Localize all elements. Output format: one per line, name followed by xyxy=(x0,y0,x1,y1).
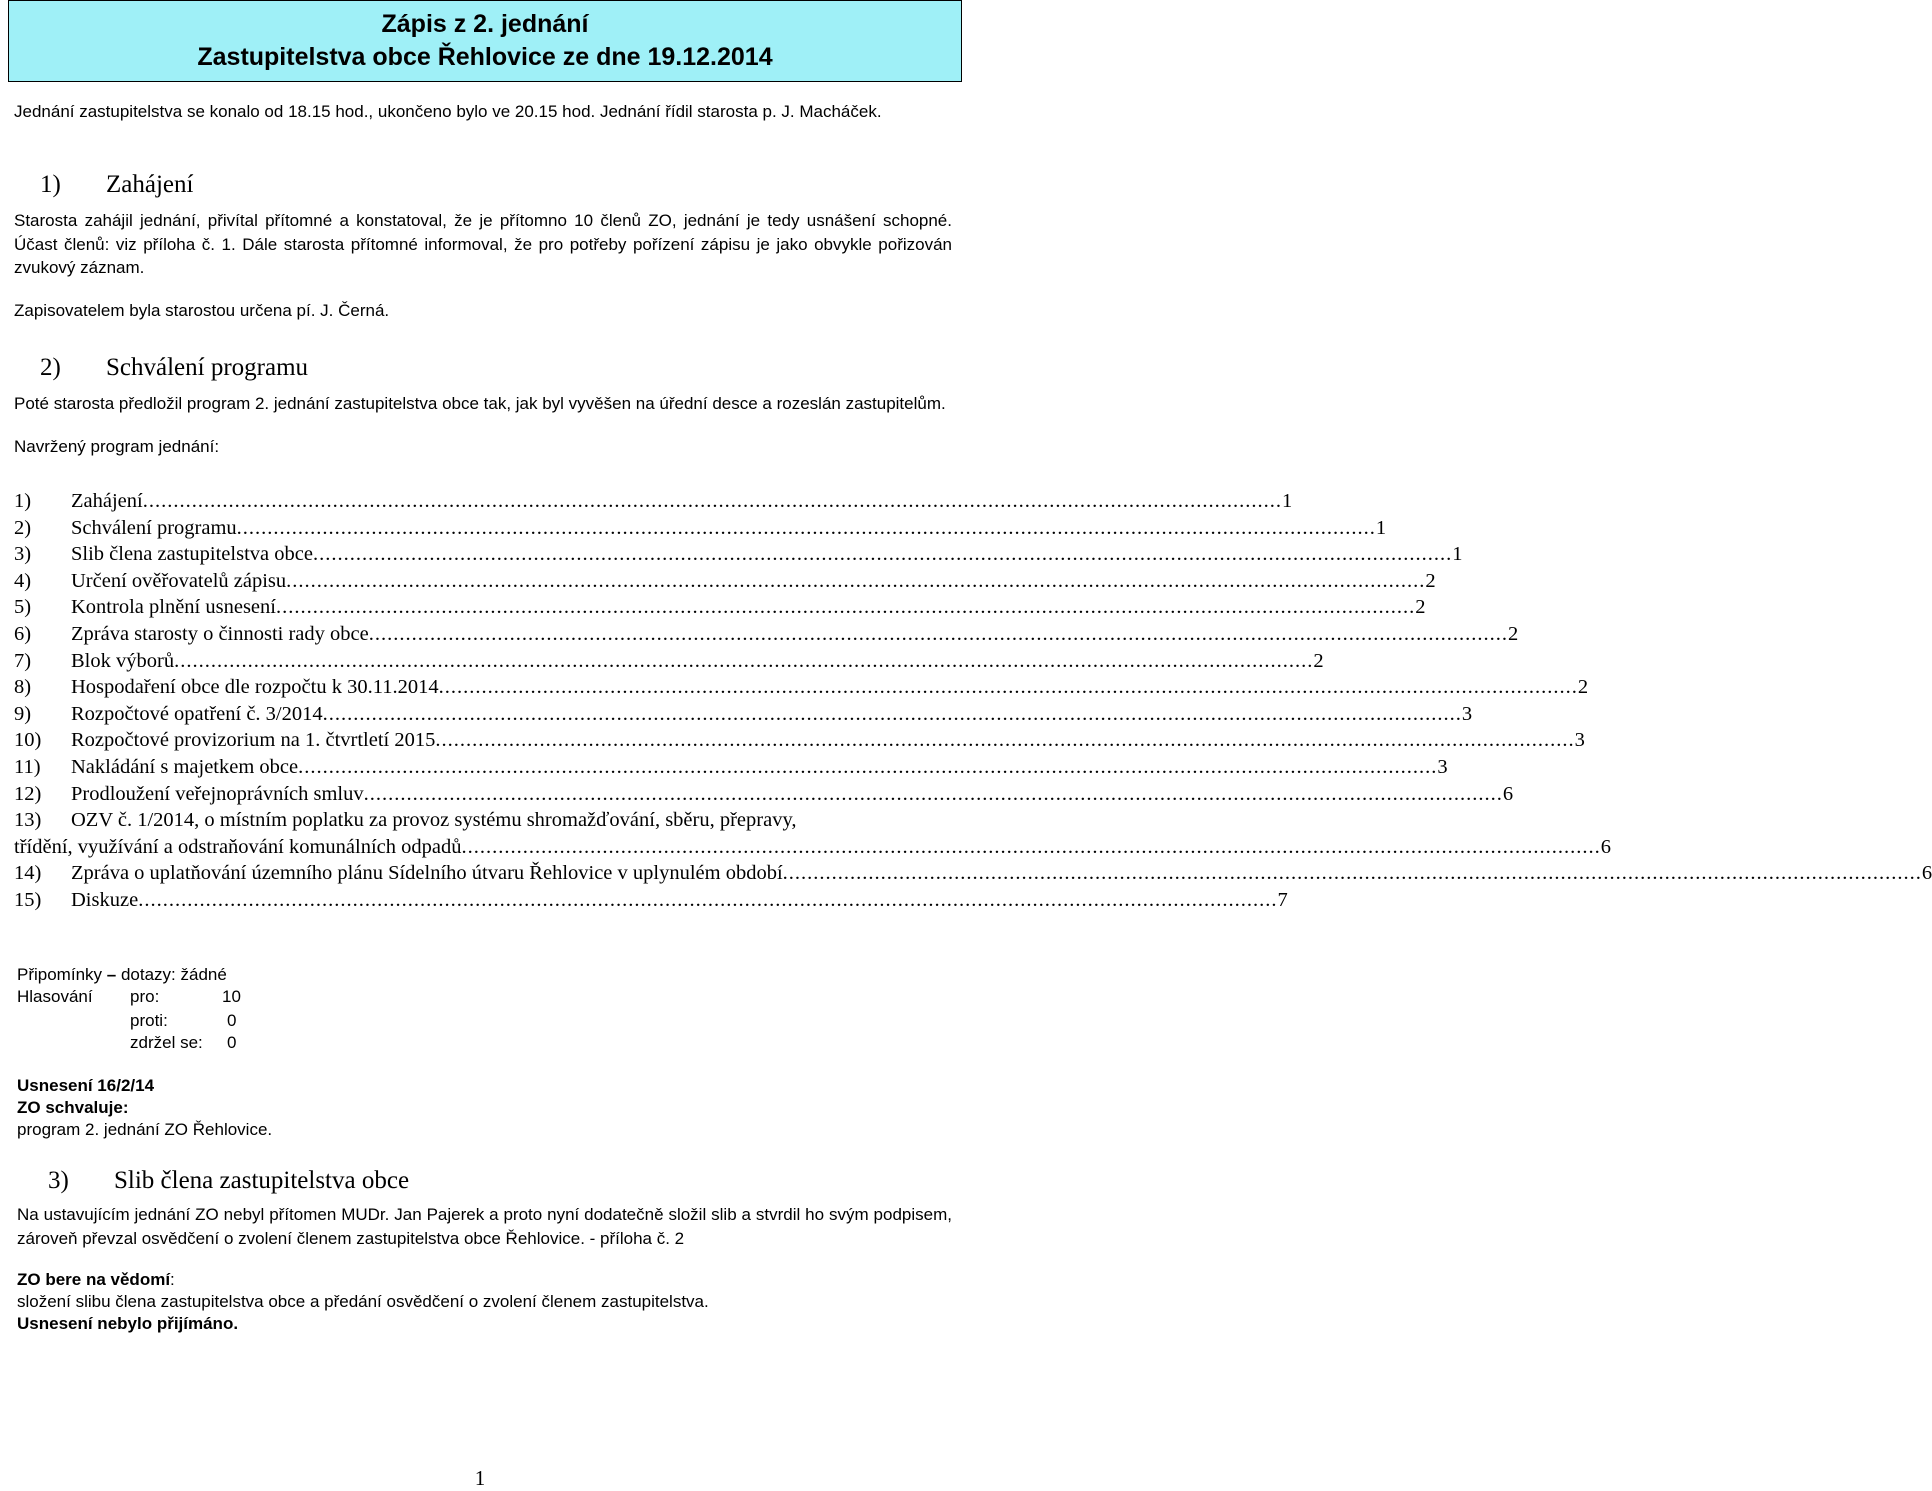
list-item: 1) Zahájení .......................................................................................................................................................................................... 1 xyxy=(14,490,1293,512)
list-item: 6) Zpráva starosty o činnosti rady obce .......................................................................................................................................................................................... 2 xyxy=(14,622,1519,645)
list-item: 3) Slib člena zastupitelstva obce .......................................................................................................................................................................................... 1 xyxy=(14,543,1463,566)
vote-for-value: 10 xyxy=(222,987,241,1006)
section-1-heading xyxy=(40,170,193,200)
list-item: 12) Prodloužení veřejnoprávních smluv .......................................................................................................................................................................................... 6 xyxy=(14,782,1514,805)
section-1-body xyxy=(14,209,952,322)
list-item: 11) Nakládání s majetkem obce .......................................................................................................................................................................................... 3 xyxy=(14,755,1448,778)
intro-paragraph: Jednání zastupitelstva se konalo od 18.15 hod., ukončeno bylo ve 20.15 hod. Jednání řídil starosta p. J. Macháček. xyxy=(14,102,882,121)
no-resolution-text: Usnesení nebylo přijímáno. xyxy=(17,1314,239,1333)
section-number: 1) xyxy=(40,171,61,198)
document-title-box xyxy=(8,0,962,82)
list-item: 5) Kontrola plnění usnesení .......................................................................................................................................................................................... 2 xyxy=(14,596,1426,619)
program-list xyxy=(14,488,1932,914)
document-title: Zápis z 2. jednání xyxy=(381,10,589,38)
notes-text: složení slibu člena zastupitelstva obce a předání osvědčení o zvolení členem zastupitelstva. xyxy=(17,1292,709,1311)
section-title: Schválení programu xyxy=(106,354,309,381)
resolution-title: Usnesení 16/2/14 xyxy=(17,1076,155,1095)
list-item: 4) Určení ověřovatelů zápisu .......................................................................................................................................................................................... 2 xyxy=(14,569,1436,592)
section-title: Slib člena zastupitelstva obce xyxy=(114,1167,410,1194)
vote-for-label: pro: xyxy=(130,987,160,1006)
vote-against-label: proti: xyxy=(130,1011,168,1030)
vote-abstain-label: zdržel se: xyxy=(130,1033,203,1052)
list-item: 8) Hospodaření obce dle rozpočtu k 30.11.2014 .......................................................................................................................................................................................... 2 xyxy=(14,676,1589,699)
vote-against-value: 0 xyxy=(227,1011,237,1030)
list-item: 2) Schválení programu .......................................................................................................................................................................................... 1 xyxy=(14,516,1387,539)
resolution-text: program 2. jednání ZO Řehlovice. xyxy=(17,1120,273,1139)
section-2-paragraph: Poté starosta předložil program 2. jednání zastupitelstva obce tak, jak byl vyvěšen na úřední desce a rozeslán zastupitelům. xyxy=(14,394,946,413)
program-label: Navržený program jednání: xyxy=(14,436,220,456)
resolution-approves: ZO schvaluje: xyxy=(17,1098,129,1117)
section-3-paragraph: Na ustavujícím jednání ZO nebyl přítomen MUDr. Jan Pajerek a proto nyní dodatečně složil slib a stvrdil ho svým podpisem, zároveň převzal osvědčení o zvolení členem zastupitelstva obce Řehlovice. - příloha č. 2 xyxy=(17,1205,952,1248)
section-2-heading xyxy=(40,353,308,383)
remarks-line: Připomínky – dotazy: žádné xyxy=(17,965,227,984)
document-subtitle: Zastupitelstva obce Řehlovice ze dne 19.12.2014 xyxy=(197,43,773,71)
section-3-body xyxy=(17,1203,952,1335)
section-1-paragraph: Starosta zahájil jednání, přivítal přítomné a konstatoval, že je přítomno 10 členů ZO, jednání je tedy usnášení schopné. Účast členů: viz příloha č. 1. Dále starosta přítomné informoval, že pro potřeby pořízení zápisu je jako obvykle pořizován zvukový záznam. xyxy=(14,211,952,277)
intro-block xyxy=(14,100,952,124)
list-item: 14) Zpráva o uplatňování územního plánu Sídelního útvaru Řehlovice v uplynulém období .......................................................................................................................................................................................... 6 xyxy=(14,862,1932,885)
list-item: 9) Rozpočtové opatření č. 3/2014 .......................................................................................................................................................................................... 3 xyxy=(14,702,1473,725)
recorder-paragraph: Zapisovatelem byla starostou určena pí. J. Černá. xyxy=(14,300,390,320)
section-number: 2) xyxy=(40,354,61,381)
list-item: 10) Rozpočtové provizorium na 1. čtvrtletí 2015 .......................................................................................................................................................................................... 3 xyxy=(14,729,1585,752)
vote-abstain-value: 0 xyxy=(227,1033,237,1052)
list-item: 15) Diskuze .......................................................................................................................................................................................... 7 xyxy=(14,888,1288,911)
list-item: 7) Blok výborů .......................................................................................................................................................................................... 2 xyxy=(14,649,1324,672)
list-item: 13) OZV č. 1/2014, o místním poplatku za provoz systému shromažďování, sběru, přepravy, třídění, využívání a odstraňování komunálních odpadů .......................................................................................................................................................................................... 6 xyxy=(14,809,1611,858)
notes-label: ZO bere na vědomí: xyxy=(17,1270,175,1289)
voting-block xyxy=(17,986,377,1056)
section-number: 3) xyxy=(48,1167,69,1194)
section-3-heading xyxy=(48,1166,409,1196)
section-2-body xyxy=(14,392,952,458)
page-number: 1 xyxy=(474,1466,486,1490)
voting-label: Hlasování xyxy=(17,987,93,1006)
resolution-block xyxy=(17,1075,717,1141)
section-title: Zahájení xyxy=(106,171,194,198)
